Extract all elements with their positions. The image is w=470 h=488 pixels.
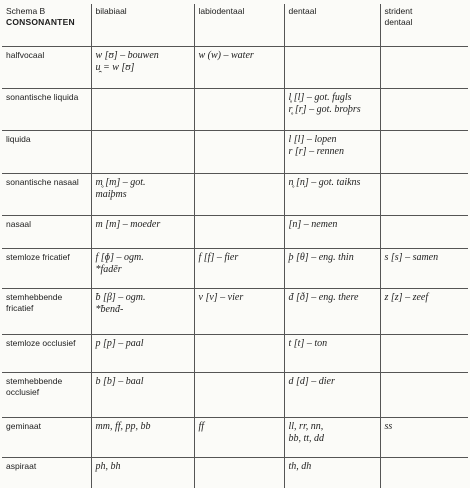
cell-example: m [m] – moeder: [95, 218, 161, 230]
table-row: [2, 248, 468, 288]
schema-title: Schema B: [6, 6, 46, 16]
table-title-cell: [2, 4, 91, 46]
table-row: [2, 215, 468, 248]
table-row: [2, 372, 468, 417]
consonant-table: [2, 4, 468, 488]
row-label: stemhebbende: [6, 375, 63, 386]
cell-example: u̯ = w [ʊ]: [95, 61, 135, 73]
row-label: liquida: [6, 133, 31, 144]
table-row: [2, 417, 468, 457]
cell-example: ss: [384, 420, 393, 432]
table-row: [2, 130, 468, 173]
row-label: nasaal: [6, 218, 32, 229]
column-header-dentaal: dentaal: [284, 4, 380, 46]
table-cell: [284, 288, 380, 334]
table-row: [2, 173, 468, 215]
cell-example: m̥ [m̩] – got.: [95, 176, 146, 188]
row-label-cell: [2, 334, 91, 372]
cell-example: d [d] – dier: [288, 375, 335, 387]
cell-example: p [p] – paal: [95, 337, 144, 349]
row-label-cell: [2, 288, 91, 334]
cell-example: f [ɸ] – ogm.: [95, 251, 144, 263]
cell-example: þ [θ] – eng. thin: [288, 251, 354, 263]
table-cell: [194, 457, 284, 488]
row-label-cell: [2, 457, 91, 488]
cell-example: ll, rr, nn,: [288, 420, 324, 432]
table-row: [2, 46, 468, 88]
row-label-cell: [2, 417, 91, 457]
table-cell: [284, 248, 380, 288]
row-label: fricatief: [6, 302, 34, 313]
table-cell: [380, 457, 468, 488]
table-cell: [194, 46, 284, 88]
column-header-bilabiaal: bilabiaal: [91, 4, 194, 46]
cell-example: đ [ð] – eng. there: [288, 291, 359, 303]
cell-example: [n] – nemen: [288, 218, 338, 230]
table-cell: [194, 372, 284, 417]
table-cell: [91, 288, 194, 334]
table-cell: [91, 372, 194, 417]
row-label: occlusief: [6, 386, 40, 397]
table-cell: [194, 173, 284, 215]
row-label-cell: [2, 248, 91, 288]
row-label: stemloze occlusief: [6, 337, 76, 348]
cell-example: bb, tt, dd: [288, 432, 325, 444]
cell-example: th, dh: [288, 460, 312, 472]
row-label: aspiraat: [6, 460, 37, 471]
table-cell: [284, 457, 380, 488]
row-label: stemhebbende: [6, 291, 63, 302]
table-cell: [194, 215, 284, 248]
cell-example: *ƀenđ-: [95, 303, 124, 315]
cell-example: w (w) – water: [198, 49, 254, 61]
cell-example: f [f] – fier: [198, 251, 239, 263]
cell-example: *fadēr: [95, 263, 122, 275]
table-cell: [91, 46, 194, 88]
table-cell: [380, 288, 468, 334]
row-label-cell: [2, 173, 91, 215]
header-row: [2, 4, 468, 46]
table-cell: [194, 288, 284, 334]
cell-example: ff: [198, 420, 205, 432]
cell-example: ph, bh: [95, 460, 121, 472]
table-cell: [91, 173, 194, 215]
table-cell: [284, 334, 380, 372]
table-cell: [284, 215, 380, 248]
table-cell: [284, 88, 380, 130]
table-cell: [284, 372, 380, 417]
row-label-cell: [2, 46, 91, 88]
table-cell: [91, 248, 194, 288]
table-cell: [91, 130, 194, 173]
table-row: [2, 457, 468, 488]
column-header-labiodentaal: labiodentaal: [194, 4, 284, 46]
table-cell: [91, 417, 194, 457]
cell-example: r̥ [r̩] – got. broþrs: [288, 103, 361, 115]
row-label: sonantische nasaal: [6, 176, 79, 187]
table-cell: [194, 130, 284, 173]
table-cell: [284, 417, 380, 457]
row-label: halfvocaal: [6, 49, 45, 60]
cell-example: maiþms: [95, 188, 127, 200]
table-cell: [284, 46, 380, 88]
cell-example: ƀ [β] – ogm.: [95, 291, 146, 303]
cell-example: r [r] – rennen: [288, 145, 344, 157]
table-cell: [380, 215, 468, 248]
table-cell: [194, 248, 284, 288]
cell-example: s [s] – samen: [384, 251, 439, 263]
table-cell: [194, 334, 284, 372]
cell-example: w [ʊ] – bouwen: [95, 49, 159, 61]
table-cell: [91, 457, 194, 488]
table-cell: [91, 215, 194, 248]
table-cell: [380, 372, 468, 417]
table-cell: [380, 130, 468, 173]
table-row: [2, 288, 468, 334]
row-label-cell: [2, 88, 91, 130]
table-cell: [380, 417, 468, 457]
row-label: geminaat: [6, 420, 41, 431]
row-label: stemloze fricatief: [6, 251, 70, 262]
cell-example: z [z] – zeef: [384, 291, 429, 303]
cell-example: b [b] – baal: [95, 375, 144, 387]
row-label-cell: [2, 130, 91, 173]
row-label-cell: [2, 215, 91, 248]
table-cell: [380, 248, 468, 288]
row-label: sonantische liquida: [6, 91, 79, 102]
table-row: [2, 88, 468, 130]
schema-subtitle: CONSONANTEN: [6, 17, 75, 27]
table-cell: [284, 130, 380, 173]
table-cell: [380, 334, 468, 372]
row-label-cell: [2, 372, 91, 417]
table-cell: [284, 173, 380, 215]
table-cell: [91, 334, 194, 372]
table-cell: [194, 88, 284, 130]
cell-example: l̥ [l̩] – got. fugls: [288, 91, 352, 103]
table-cell: [380, 88, 468, 130]
cell-example: l [l] – lopen: [288, 133, 337, 145]
column-header-strident-dentaal: strident dentaal: [380, 4, 468, 46]
table-cell: [194, 417, 284, 457]
cell-example: n̥ [n̩] – got. taikns: [288, 176, 361, 188]
cell-example: v [v] – vier: [198, 291, 244, 303]
table-cell: [380, 173, 468, 215]
cell-example: mm, ff, pp, bb: [95, 420, 151, 432]
cell-example: t [t] – ton: [288, 337, 328, 349]
table-cell: [380, 46, 468, 88]
table-row: [2, 334, 468, 372]
table-cell: [91, 88, 194, 130]
